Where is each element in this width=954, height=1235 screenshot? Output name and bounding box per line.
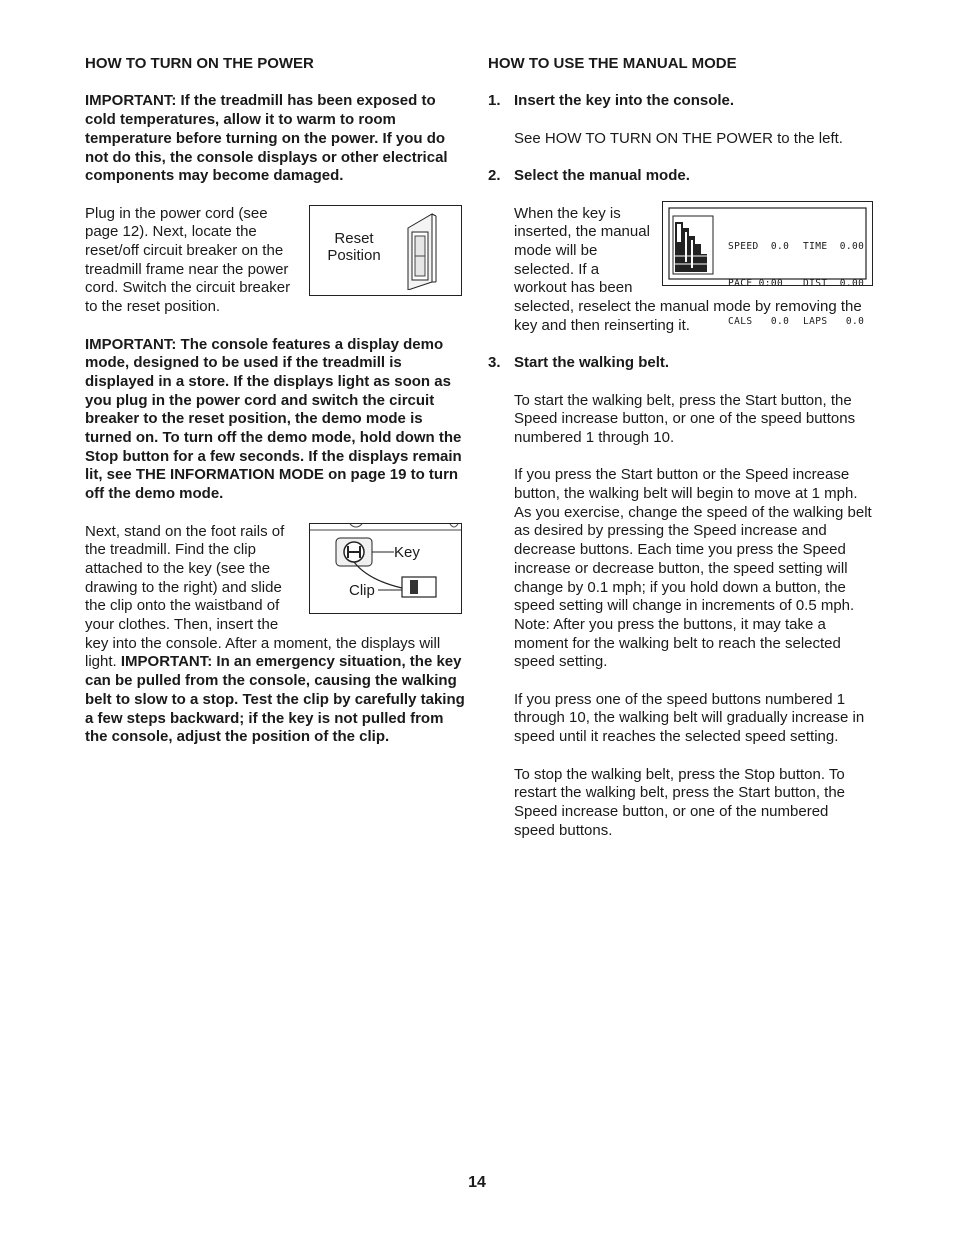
key-label: Key: [394, 543, 420, 561]
step-3-paragraph-3: If you press one of the speed buttons numbered 1 through 10, the walking belt will gradually increase in speed until it reaches the selected speed setting.: [514, 690, 865, 746]
step-3-paragraph-2: If you press the Start button or the Speed increase button, the walking belt will begin to move at 1 mph. As you exercise, change the speed of the walking belt as desired by pressing the Speed increase and decrease buttons. Each time you press the Speed increase or decrease button, the speed setting will change by 0.1 mph; if you hold down a button, the speed setting will change in increments of 0.5 mph. Note: After you press the buttons, it may take a moment for the walking belt to reach the selected speed setting.: [514, 466, 872, 671]
step-1-text: See HOW TO TURN ON THE POWER to the left.: [514, 129, 843, 147]
page-number: 14: [468, 1174, 486, 1191]
demo-mode-warning: IMPORTANT: The console features a display demo mode, designed to be used if the treadmill is displayed in a store. If the displays light as soon as you plug in the power cord and switch the circuit breaker to the reset position, the demo mode is turned on. To turn off the demo mode, hold down the Stop button for a few seconds. If the displays remain lit, see THE INFORMATION MODE on page 19 to turn off the demo mode.: [85, 335, 462, 503]
right-column: [488, 55, 873, 859]
step-3-paragraph-4: To stop the walking belt, press the Stop button. To restart the walking belt, press the Start button, the Speed increase button, or one of the numbered speed buttons.: [514, 765, 846, 839]
key-clip-section: [85, 523, 467, 747]
step-2-text: When the key is inserted, the manual mode will be selected. If a workout has been selected, reselect the manual mode by removing the key and then reinserting it.: [514, 204, 862, 334]
cold-temperature-warning: IMPORTANT: If the treadmill has been exposed to cold temperatures, allow it to warm to room temperature before turning on the power. If you do not do this, the console displays or other electrical components may become damaged.: [85, 92, 448, 185]
console-readouts-right: [803, 216, 864, 354]
manual-mode-heading: HOW TO USE THE MANUAL MODE: [488, 55, 737, 72]
power-heading: HOW TO TURN ON THE POWER: [85, 55, 314, 72]
clip-label: Clip: [349, 581, 375, 599]
key-clip-drawing: [310, 524, 461, 613]
reset-position-figure: [309, 205, 462, 296]
circuit-breaker-icon: [400, 210, 460, 290]
step-1: [488, 92, 873, 148]
reset-label: Reset: [334, 229, 374, 247]
plug-in-instructions: Plug in the power cord (see page 12). Next, locate the reset/off circuit breaker on the treadmill frame near the power cord. Switch the circuit breaker to the reset position.: [85, 204, 291, 316]
step-3-number: 3.: [488, 354, 501, 372]
step-2-body: [488, 205, 873, 336]
emergency-warning: IMPORTANT: In an emergency situation, the key can be pulled from the console, causing the walking belt to slow to a stop. Test the clip by carefully taking a few steps backward; if the key is not pulled from the console, adjust the position of the clip.: [85, 653, 465, 746]
time-readout: TIME 0.00: [803, 240, 865, 252]
step-3-title: Start the walking belt.: [514, 354, 670, 372]
step-2-title: Select the manual mode.: [514, 167, 690, 185]
cals-readout: CALS 0.0: [728, 315, 790, 327]
key-instructions-text: Next, stand on the foot rails of the treadmill. Find the clip attached to the key (see the drawing to the right) and slide the clip onto the waistband of your clothes. Then, insert the key into the console. After a moment, the displays will light.: [85, 522, 441, 671]
console-readouts: [728, 216, 789, 354]
step-2: [488, 167, 873, 186]
left-column: [85, 55, 467, 766]
key-clip-figure: [309, 523, 462, 614]
step-3-paragraph-1: To start the walking belt, press the Start button, the Speed increase button, or one of the speed buttons numbered 1 through 10.: [514, 391, 856, 446]
step-1-title: Insert the key into the console.: [514, 92, 735, 110]
laps-readout: LAPS 0.0: [803, 315, 865, 327]
step-1-number: 1.: [488, 92, 501, 110]
speed-readout: SPEED 0.0: [728, 240, 790, 252]
position-label: Position: [327, 246, 381, 264]
step-3: [488, 354, 873, 840]
dist-readout: DIST 0.00: [803, 278, 865, 290]
plug-in-section: [85, 205, 467, 317]
pace-readout: PACE 0:00: [728, 278, 784, 290]
step-2-number: 2.: [488, 167, 501, 185]
